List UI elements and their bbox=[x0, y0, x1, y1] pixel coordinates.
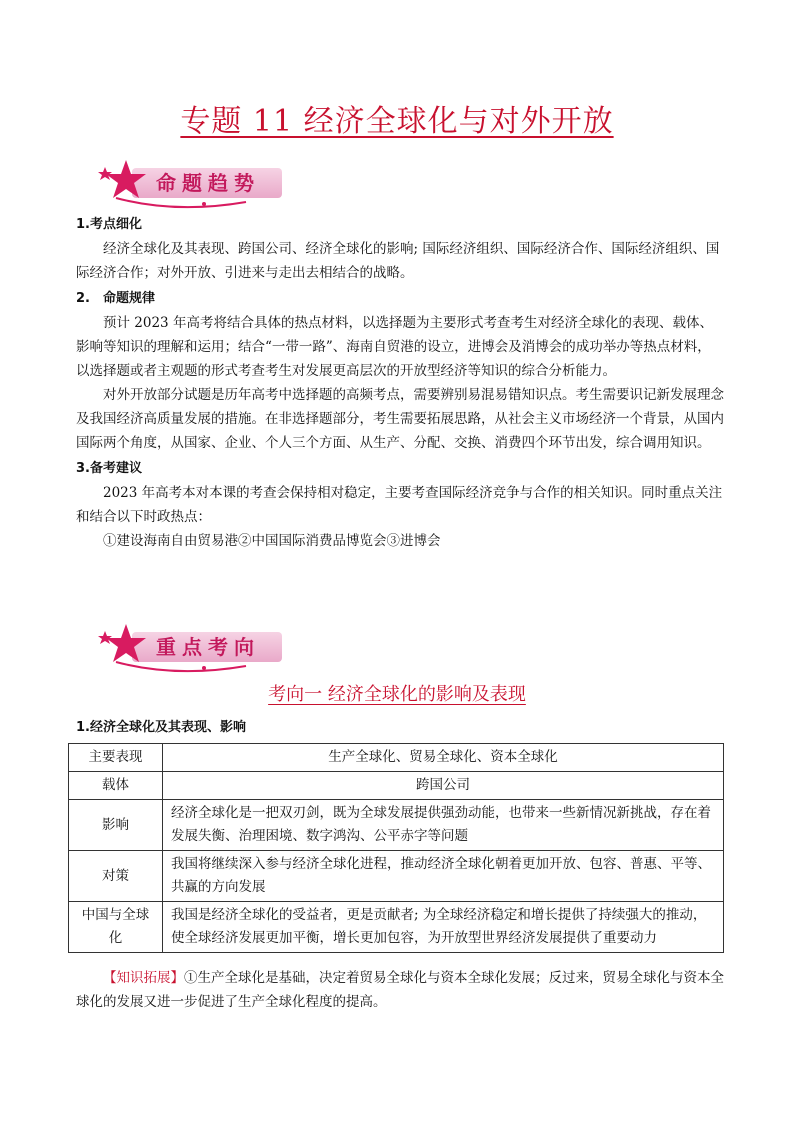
table-value: 我国是经济全球化的受益者，更是贡献者; 为全球经济稳定和增长提供了持续强大的推动，使全球经济发展更加平衡，增长更加包容，为开放型世界经济发展提供了重要动力 bbox=[163, 902, 724, 953]
table-row bbox=[69, 744, 724, 772]
table-key: 主要表现 bbox=[69, 744, 163, 772]
banner-label: 命题趋势 bbox=[156, 171, 260, 195]
tip-text: ①生产全球化是基础，决定着贸易全球化与资本全球化发展；反过来，贸易全球化与资本全球化的发展又进一步促进了生产全球化程度的提高。 bbox=[76, 970, 724, 1010]
paragraph: 预计 2023 年高考将结合具体的热点材料，以选择题为主要形式考查考生对经济全球化的表现、载体、影响等知识的理解和运用；结合“一带一路”、海南自贸港的设立，进博会及消博会的成功举办等热点材料，以选择题或者主观题的形式考查考生对发展更高层次的开放型经济等知识的综合分析能力。 bbox=[76, 315, 713, 379]
subtopic-title: 考向一 经济全球化的影响及表现 bbox=[268, 684, 526, 705]
paragraph: 经济全球化及其表现、跨国公司、经济全球化的影响; 国际经济组织、国际经济合作、国际经济组织、国际经济合作；对外开放、引进来与走出去相结合的战略。 bbox=[76, 241, 720, 281]
table-key: 载体 bbox=[69, 772, 163, 800]
table-row bbox=[69, 851, 724, 902]
table-value: 跨国公司 bbox=[163, 772, 724, 800]
knowledge-table bbox=[68, 743, 724, 953]
section-heading: 3.备考建议 bbox=[76, 461, 142, 476]
table-key: 对策 bbox=[69, 851, 163, 902]
section-heading: 1.考点细化 bbox=[76, 217, 142, 232]
section-banner-trend bbox=[96, 158, 296, 210]
banner-label: 重点考向 bbox=[156, 635, 260, 659]
page-title: 专题 11 经济全球化与对外开放 bbox=[180, 104, 614, 139]
table-row bbox=[69, 772, 724, 800]
table-key: 中国与全球化 bbox=[69, 902, 163, 953]
table-key: 影响 bbox=[69, 800, 163, 851]
table-heading: 1.经济全球化及其表现、影响 bbox=[76, 720, 246, 735]
knowledge-tip bbox=[76, 966, 724, 1014]
table-value: 我国将继续深入参与经济全球化进程，推动经济全球化朝着更加开放、包容、普惠、平等、共赢的方向发展 bbox=[163, 851, 724, 902]
trend-section bbox=[76, 213, 724, 553]
section-heading: 2. 命题规律 bbox=[76, 291, 155, 306]
tip-tag: 【知识拓展】 bbox=[103, 970, 184, 986]
table-row bbox=[69, 800, 724, 851]
paragraph: 对外开放部分试题是历年高考中选择题的高频考点，需要辨别易混易错知识点。考生需要识记新发展理念及我国经济高质量发展的措施。在非选择题部分，考生需要拓展思路，从社会主义市场经济一个背景，从国内国际两个角度，从国家、企业、个人三个方面、从生产、分配、交换、消费四个环节出发，综合调用知识。 bbox=[76, 387, 724, 451]
section-banner-focus bbox=[96, 622, 296, 674]
table-value: 经济全球化是一把双刃剑，既为全球发展提供强劲动能，也带来一些新情况新挑战，存在着发展失衡、治理困境、数字鸿沟、公平赤字等问题 bbox=[163, 800, 724, 851]
table-value: 生产全球化、贸易全球化、资本全球化 bbox=[163, 744, 724, 772]
table-row bbox=[69, 902, 724, 953]
paragraph: 2023 年高考本对本课的考查会保持相对稳定，主要考查国际经济竞争与合作的相关知识。同时重点关注和结合以下时政热点： bbox=[76, 485, 723, 525]
paragraph: ①建设海南自由贸易港②中国国际消费品博览会③进博会 bbox=[103, 533, 441, 549]
